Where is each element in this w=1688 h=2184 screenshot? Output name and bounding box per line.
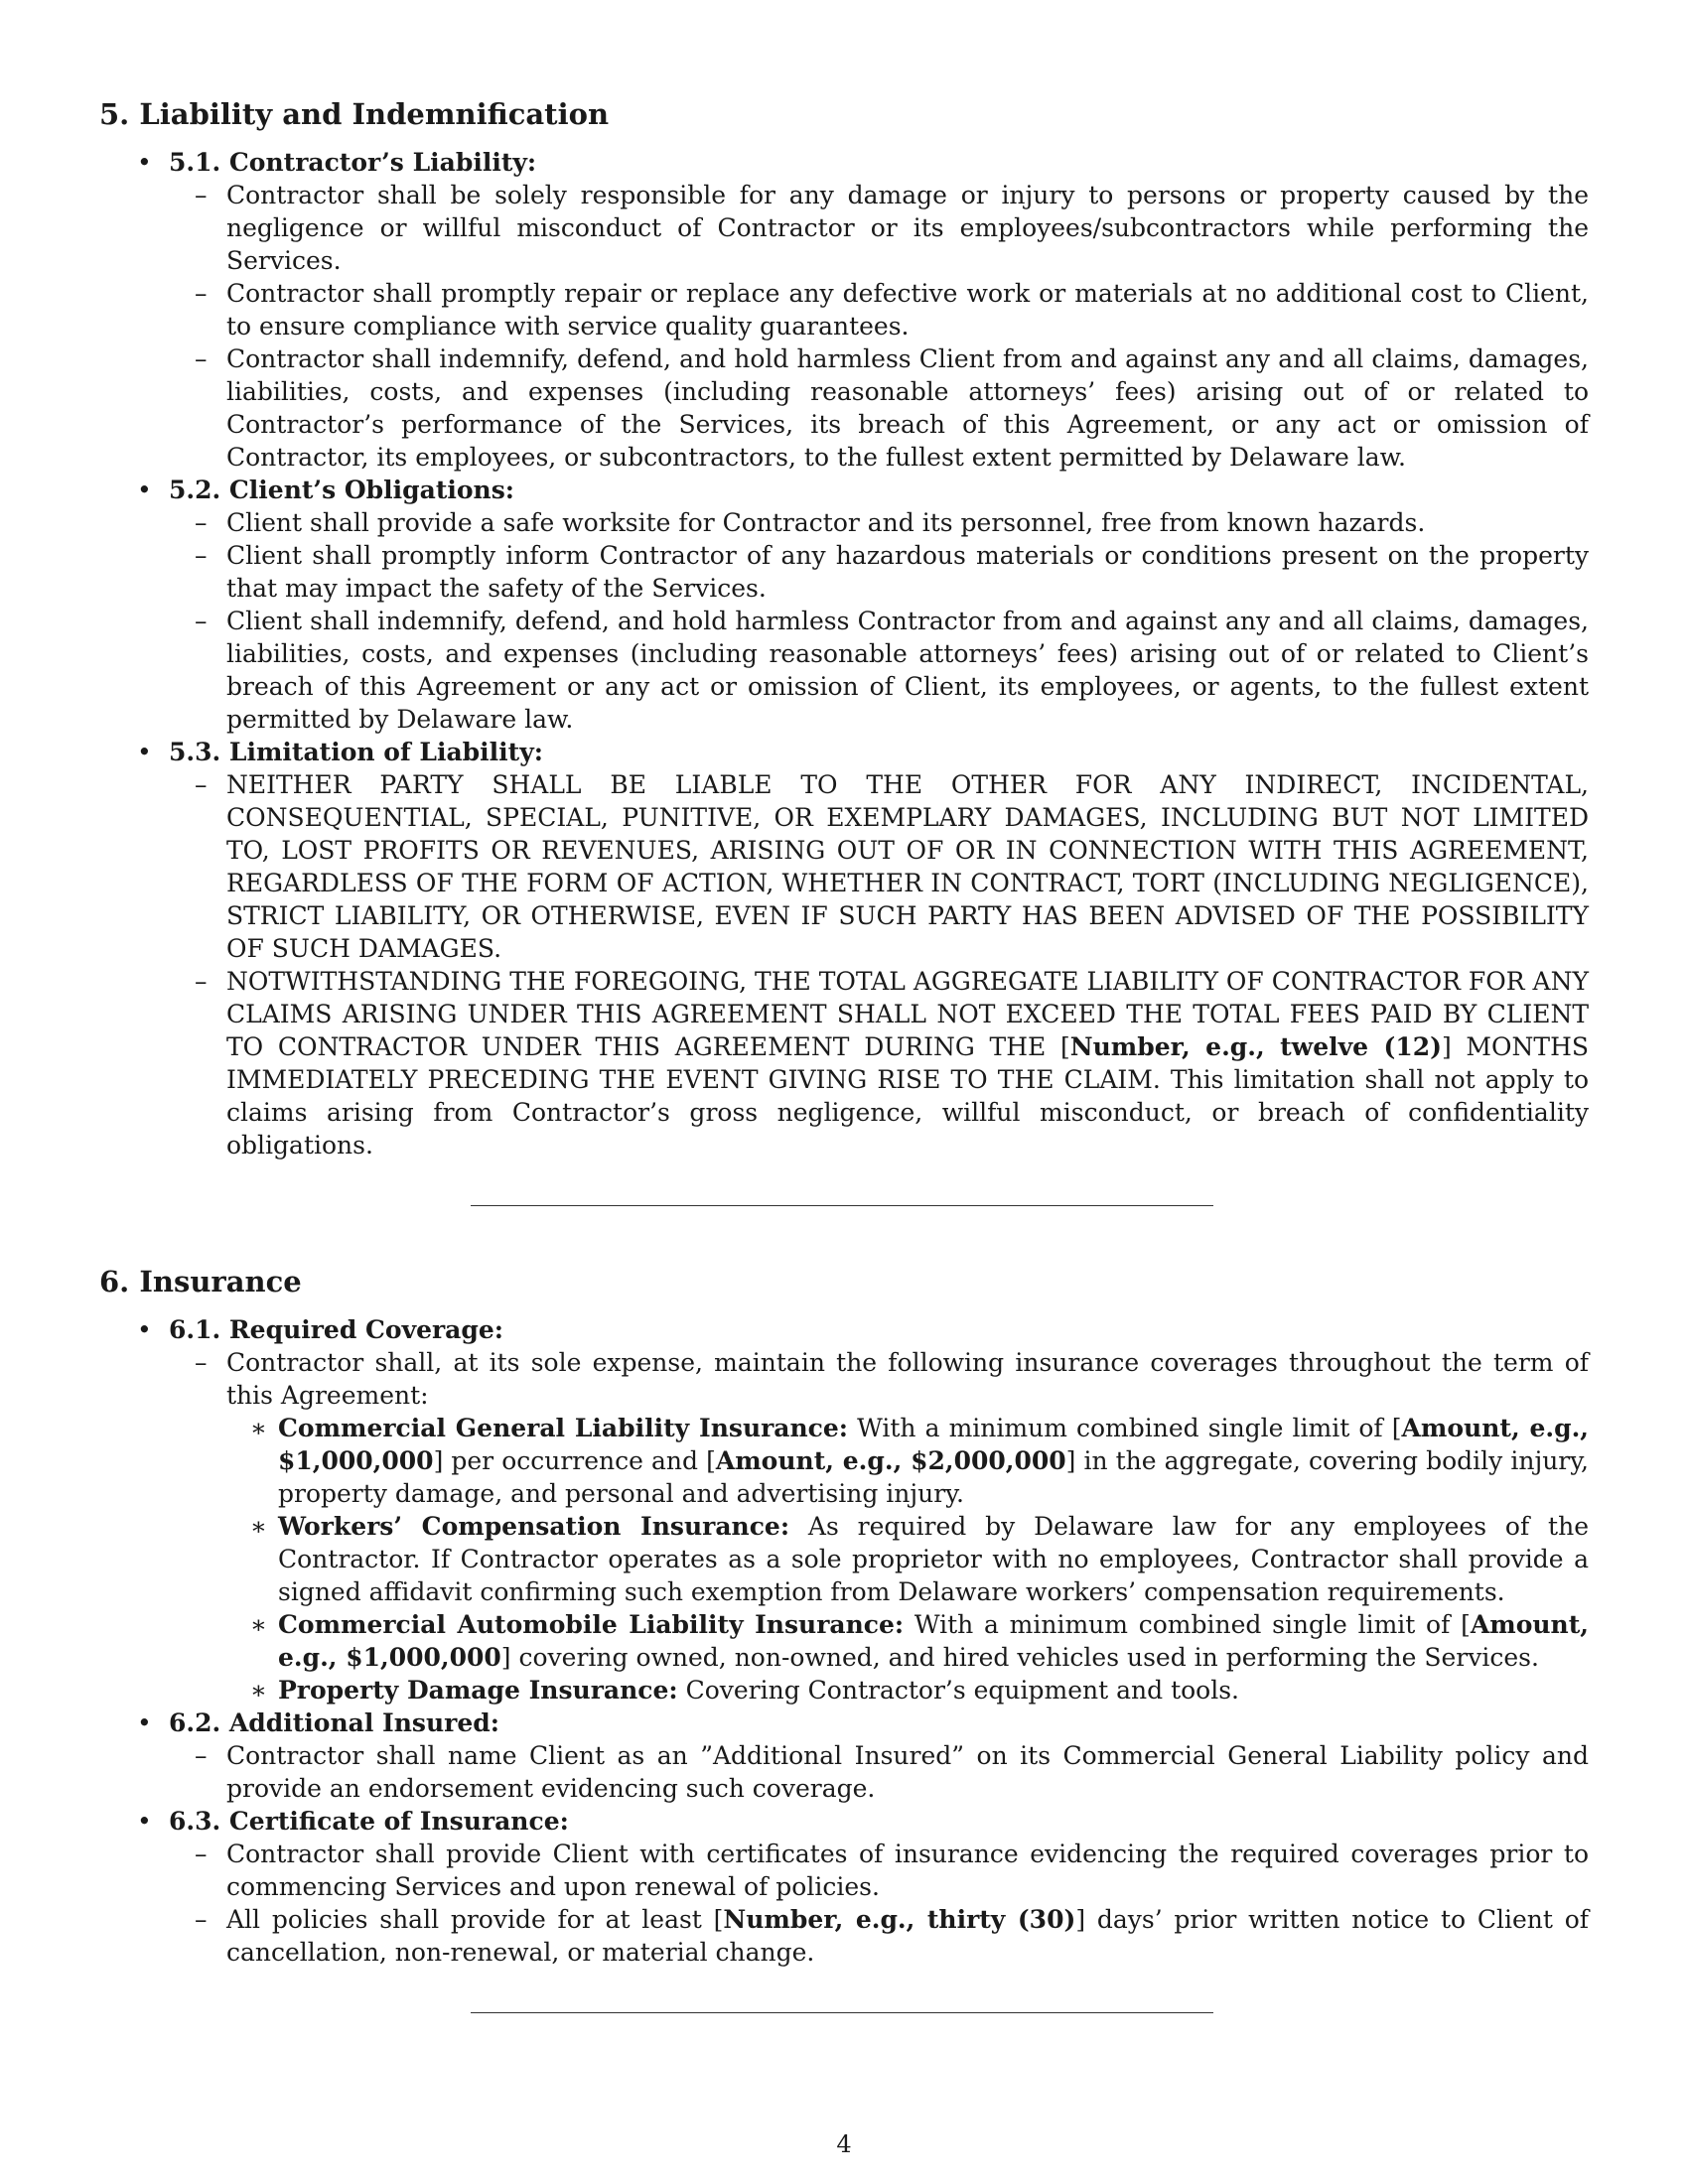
list-item: – NEITHER PARTY SHALL BE LIABLE TO THE OTHER FOR ANY INDIRECT, INCIDENTAL, CONSEQUENTIAL, SPECIAL, PUNITIVE, OR EXEMPLARY DAMAGES, INCLUDING BUT NOT LIMITED TO, LOST PROFITS OR REVENUES, ARISING OUT OF OR IN CONNECTION WITH THIS AGREEMENT, REGARDLESS OF THE FORM OF ACTION, WHETHER IN CONTRACT, TORT (INCLUDING NEGLIGENCE), STRICT LIABILITY, OR OTHERWISE, EVEN IF SUCH PARTY HAS BEEN ADVISED OF THE POSSIBILITY OF SUCH DAMAGES. — [195, 770, 1589, 963]
list-item: – Client shall provide a safe worksite for Contractor and its personnel, free from known hazards. — [195, 508, 1426, 537]
dash-icon: – — [195, 181, 208, 209]
subsection-title: • 5.1. Contractor’s Liability: — [137, 148, 537, 177]
asterisk-icon: ∗ — [250, 1610, 267, 1639]
section-insurance — [99, 1262, 1589, 1969]
list-item: – Client shall promptly inform Contractor of any hazardous materials or conditions present on the property that may impact the safety of the Services. — [195, 541, 1589, 603]
list-item: – Contractor shall provide Client with certificates of insurance evidencing the required coverages prior to commencing Services and upon renewal of policies. — [195, 1840, 1589, 1901]
document-page — [99, 94, 1589, 2013]
subsection-title: • 6.1. Required Coverage: — [137, 1315, 503, 1344]
dash-icon: – — [195, 344, 208, 373]
bullet-icon: • — [137, 476, 152, 504]
dash-icon: – — [195, 1741, 208, 1770]
dash-icon: – — [195, 770, 208, 799]
dash-icon: – — [195, 1348, 208, 1377]
dash-icon: – — [195, 1840, 208, 1868]
dash-icon: – — [195, 508, 208, 537]
subsection-title: • 5.3. Limitation of Liability: — [137, 738, 543, 766]
bullet-icon: • — [137, 1315, 152, 1344]
dash-icon: – — [195, 541, 208, 570]
dash-icon: – — [195, 279, 208, 308]
subsection-title: • 5.2. Client’s Obligations: — [137, 476, 515, 504]
dash-icon: – — [195, 967, 208, 996]
section-heading: 6. Insurance — [99, 1265, 302, 1298]
bullet-icon: • — [137, 738, 152, 766]
list-item: – Contractor shall name Client as an ”Additional Insured” on its Commercial General Liability policy and provide an endorsement evidencing such coverage. — [195, 1741, 1589, 1803]
asterisk-icon: ∗ — [250, 1512, 267, 1541]
bullet-icon: • — [137, 1807, 152, 1836]
coverage-item: ∗ Commercial Automobile Liability Insurance: With a minimum combined single limit of [Amount, e.g., $1,000,000] covering owned, non-owned, and hired vehicles used in performing the Services. — [250, 1610, 1589, 1672]
list-item: – Contractor shall promptly repair or replace any defective work or materials at no additional cost to Client, to ensure compliance with service quality guarantees. — [195, 279, 1589, 341]
coverage-item: ∗ Workers’ Compensation Insurance: As required by Delaware law for any employees of the Contractor. If Contractor operates as a sole proprietor with no employees, Contractor shall provide a signed affidavit confirming such exemption from Delaware workers’ compensation requirements. — [250, 1512, 1589, 1606]
section-heading: 5. Liability and Indemnification — [99, 97, 610, 131]
coverage-item: ∗ Property Damage Insurance: Covering Contractor’s equipment and tools. — [250, 1676, 1239, 1705]
section-divider — [471, 2012, 1213, 2013]
bullet-icon: • — [137, 148, 152, 177]
list-item: – Contractor shall, at its sole expense, maintain the following insurance coverages throughout the term of this Agreement: — [195, 1348, 1589, 1410]
subsection-title: • 6.3. Certificate of Insurance: — [137, 1807, 569, 1836]
page-number: 4 — [836, 2130, 852, 2158]
bullet-icon: • — [137, 1708, 152, 1737]
subsection-title: • 6.2. Additional Insured: — [137, 1708, 499, 1737]
list-item: – Contractor shall indemnify, defend, and hold harmless Client from and against any and all claims, damages, liabilities, costs, and expenses (including reasonable attorneys’ fees) arising out of or related to Contractor’s performance of the Services, its breach of this Agreement, or any act or omission of Contractor, its employees, or subcontractors, to the fullest extent permitted by Delaware law. — [195, 344, 1589, 472]
list-item: – All policies shall provide for at least [Number, e.g., thirty (30)] days’ prior written notice to Client of cancellation, non-renewal, or material change. — [195, 1905, 1590, 1967]
dash-icon: – — [195, 1905, 208, 1934]
asterisk-icon: ∗ — [250, 1676, 267, 1705]
dash-icon: – — [195, 607, 208, 635]
list-item: – NOTWITHSTANDING THE FOREGOING, THE TOTAL AGGREGATE LIABILITY OF CONTRACTOR FOR ANY CLAIMS ARISING UNDER THIS AGREEMENT SHALL NOT EXCEED THE TOTAL FEES PAID BY CLIENT TO CONTRACTOR UNDER THIS AGREEMENT DURING THE [Number, e.g., twelve (12)] MONTHS IMMEDIATELY PRECEDING THE EVENT GIVING RISE TO THE CLAIM. This limitation shall not apply to claims arising from Contractor’s gross negligence, willful misconduct, or breach of confidentiality obligations. — [195, 967, 1589, 1160]
coverage-item: ∗ Commercial General Liability Insurance: With a minimum combined single limit of [Amount, e.g., $1,000,000] per occurrence and [Amount, e.g., $2,000,000] in the aggregate, covering bodily injury, property damage, and personal and advertising injury. — [250, 1414, 1589, 1508]
asterisk-icon: ∗ — [250, 1414, 267, 1442]
list-item: – Client shall indemnify, defend, and hold harmless Contractor from and against any and all claims, damages, liabilities, costs, and expenses (including reasonable attorneys’ fees) arising out of or related to Client’s breach of this Agreement or any act or omission of Client, its employees, or agents, to the fullest extent permitted by Delaware law. — [195, 607, 1589, 734]
list-item: – Contractor shall be solely responsible for any damage or injury to persons or property caused by the negligence or willful misconduct of Contractor or its employees/subcontractors while performing the Services. — [195, 181, 1589, 275]
section-liability — [99, 94, 1589, 1161]
